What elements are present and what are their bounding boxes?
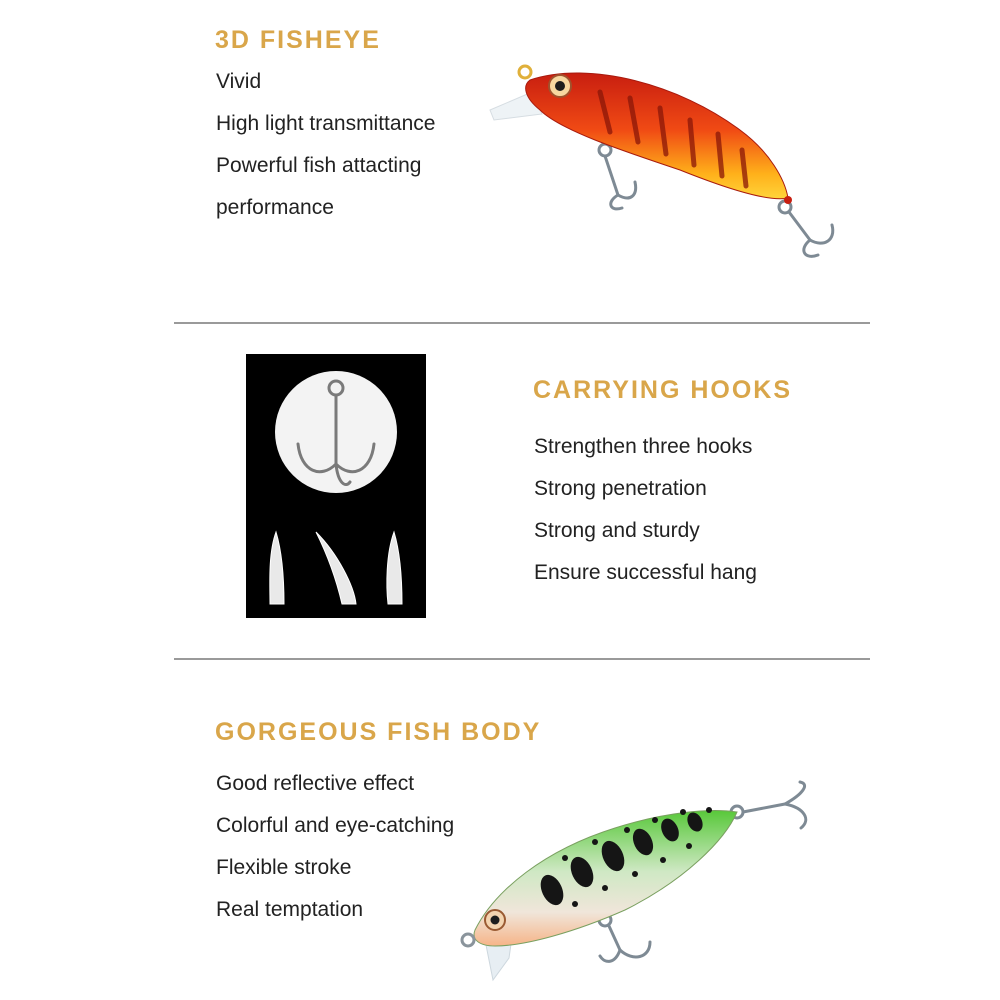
feature-text: Colorful and eye-catching [216,814,455,837]
feature-text: Ensure successful hang [534,561,757,584]
feature-text: Real temptation [216,898,364,921]
feature-text: Strengthen three hooks [534,435,753,458]
section-divider [174,322,870,324]
section-divider [174,658,870,660]
section-title-3d-fisheye: 3D FISHEYE [215,26,381,54]
hook-closeup-panel [246,354,426,618]
feature-text: Flexible stroke [216,856,352,879]
feature-text: Strong and sturdy [534,519,700,542]
feature-list-gorgeous-fish-body [216,763,454,931]
feature-text: Good reflective effect [216,772,415,795]
feature-list-3d-fisheye [216,61,435,229]
treble-hook-icon [246,354,426,618]
red-lure-image [480,50,850,275]
section-title-gorgeous-fish-body: GORGEOUS FISH BODY [215,718,542,746]
feature-text: Powerful fish attacting [216,154,422,177]
green-lure-image [455,780,825,995]
feature-text: Strong penetration [534,477,707,500]
feature-text: performance [216,196,334,219]
feature-list-carrying-hooks [534,426,757,594]
feature-text: Vivid [216,70,262,93]
section-title-carrying-hooks: CARRYING HOOKS [533,376,793,404]
feature-text: High light transmittance [216,112,436,135]
